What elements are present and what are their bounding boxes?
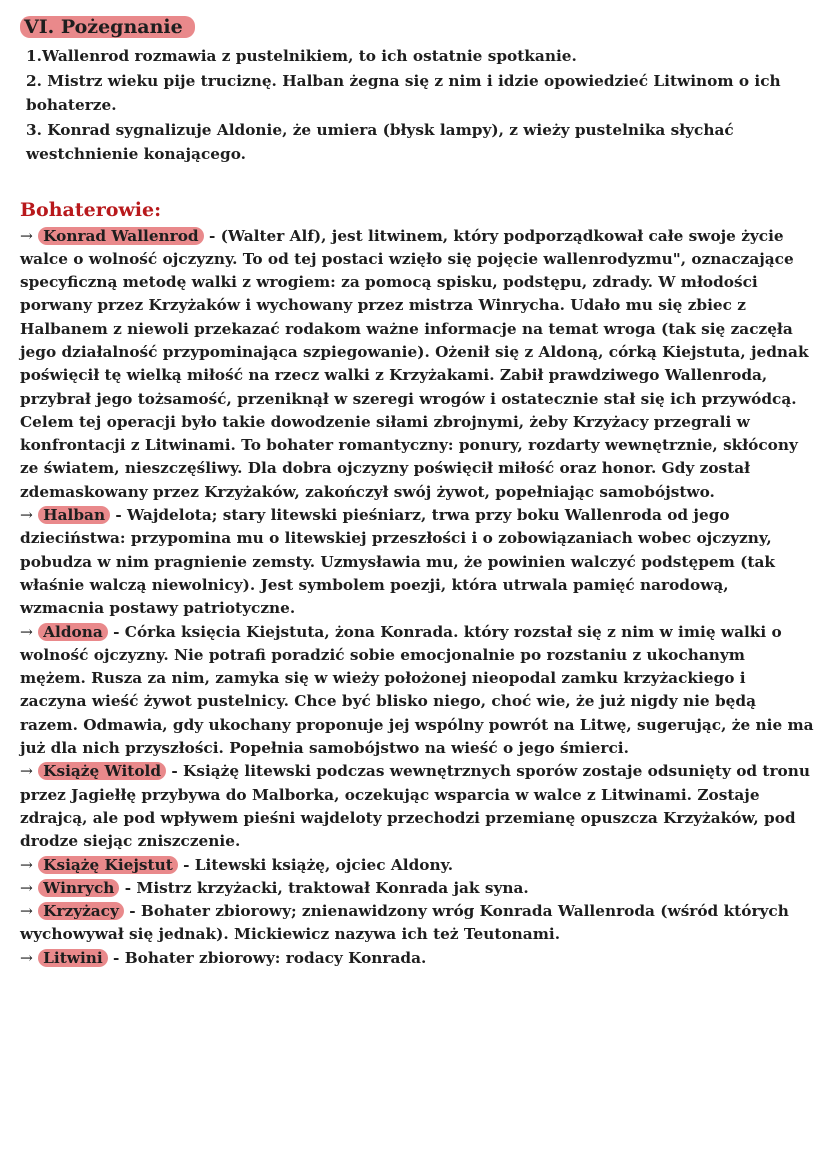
arrow-icon: → — [20, 762, 33, 781]
hero-description: - Litewski książę, ojciec Aldony. — [177, 855, 454, 874]
hero-entry-winrych — [20, 877, 815, 900]
arrow-icon: → — [20, 506, 33, 525]
hero-description: - Mistrz krzyżacki, traktował Konrada jak syna. — [119, 878, 529, 897]
hero-name: Krzyżacy — [38, 902, 124, 920]
hero-description: - (Walter Alf), jest litwinem, który podporządkował całe swoje życie walce o wolność ojczyzny. To od tej postaci wzięło się pojęcie wallenrodyzmu", oznaczające specyficzną metodę walki z wrogiem: za pomocą spisku, podstępu, zdrady. W młodości porwany przez Krzyżaków i wychowany przez mistrza Winrycha. Udało mu się zbiec z Halbanem z niewoli przekazać rodakom ważne informacje na temat wroga (tak się zaczęła jego działalność przypominająca szpiegowanie). Ożenił się z Aldoną, córką Kiejstuta, jednak poświęcił tę wielką miłość na rzecz walki z Krzyżakami. Zabił prawdziwego Wallenroda, przybrał jego tożsamość, przeniknął w szeregi wrogów i ostatecznie stał się ich przywódcą. Celem tej operacji było takie dowodzenie siłami zbrojnymi, żeby Krzyżacy przegrali w konfrontacji z Litwinami. To bohater romantyczny: ponury, rozdarty wewnętrznie, skłócony ze światem, nieszczęśliwy. Dla dobra ojczyzny poświęcił miłość oraz honor. Gdy został zdemaskowany przez Krzyżaków, zakończył swój żywot, popełniając samobójstwo. — [20, 226, 809, 501]
hero-description: - Bohater zbiorowy: rodacy Konrada. — [107, 948, 427, 967]
hero-entry-aldona — [20, 621, 815, 761]
hero-name: Książę Witold — [38, 762, 166, 780]
section-point: 3. Konrad sygnalizuje Aldonie, że umiera (błysk lampy), z wieży pustelnika słychać westchnienie konającego. — [26, 120, 734, 163]
hero-entry-krzyzacy — [20, 900, 815, 947]
hero-entry-halban — [20, 504, 815, 620]
hero-name: Konrad Wallenrod — [38, 227, 203, 245]
arrow-icon: → — [20, 878, 33, 897]
hero-name: Aldona — [38, 623, 108, 641]
section-point: 2. Mistrz wieku pije truciznę. Halban żegna się z nim i idzie opowiedzieć Litwinom o ich bohaterze. — [26, 71, 781, 114]
arrow-icon: → — [20, 948, 33, 967]
heroes-list — [20, 225, 815, 971]
document-page — [20, 14, 815, 970]
hero-description: - Wajdelota; stary litewski pieśniarz, trwa przy boku Wallenroda od jego dzieciństwa: przypomina mu o litewskiej przeszłości i o zobowiązaniach wobec ojczyzny, pobudza w nim pragnienie zemsty. Uzmysławia mu, że powinien walczyć podstępem (tak właśnie walczą niewolnicy). Jest symbolem poezji, która utrwala pamięć narodową, wzmacnia postawy patriotyczne. — [20, 506, 775, 618]
arrow-icon: → — [20, 622, 33, 641]
arrow-icon: → — [20, 855, 33, 874]
hero-name: Winrych — [38, 879, 119, 897]
hero-entry-witold — [20, 760, 815, 853]
hero-name: Halban — [38, 506, 110, 524]
hero-name: Książę Kiejstut — [38, 856, 178, 874]
hero-description: - Bohater zbiorowy; znienawidzony wróg Konrada Wallenroda (wśród których wychowywał się jednak). Mickiewicz nazywa ich też Teutonami. — [20, 902, 789, 944]
section-points — [20, 44, 815, 167]
arrow-icon: → — [20, 226, 33, 245]
arrow-icon: → — [20, 902, 33, 921]
hero-name: Litwini — [38, 949, 108, 967]
hero-entry-konrad — [20, 225, 815, 505]
hero-entry-kiejstut — [20, 854, 815, 877]
section-point: 1.Wallenrod rozmawia z pustelnikiem, to ich ostatnie spotkanie. — [26, 47, 577, 65]
hero-description: - Książę litewski podczas wewnętrznych sporów zostaje odsunięty od tronu przez Jagiełłę przybywa do Malborka, oczekując wsparcia w walce z Litwinami. Zostaje zdrajcą, ale pod wpływem pieśni wajdeloty przechodzi przemianę opuszcza Krzyżaków, pod drodze siejąc zniszczenie. — [20, 762, 811, 851]
hero-entry-litwini — [20, 947, 815, 970]
section-title-highlight: VI. Pożegnanie — [20, 16, 195, 38]
hero-description: - Córka księcia Kiejstuta, żona Konrada. który rozstał się z nim w imię walki o wolność ojczyzny. Nie potrafi poradzić sobie emocjonalnie po rozstaniu z ukochanym mężem. Rusza za nim, zamyka się w wieży położonej nieopodal zamku krzyżackiego i zaczyna wieść żywot pustelnicy. Chce być blisko niego, choć wie, że już nigdy nie będą razem. Odmawia, gdy ukochany proponuje jej wspólny powrót na Litwę, sugerując, że nie ma już dla nich przyszłości. Popełnia samobójstwo na wieść o jego śmierci. — [20, 622, 814, 758]
heroes-title: Bohaterowie: — [20, 198, 162, 221]
section-title — [20, 14, 815, 40]
